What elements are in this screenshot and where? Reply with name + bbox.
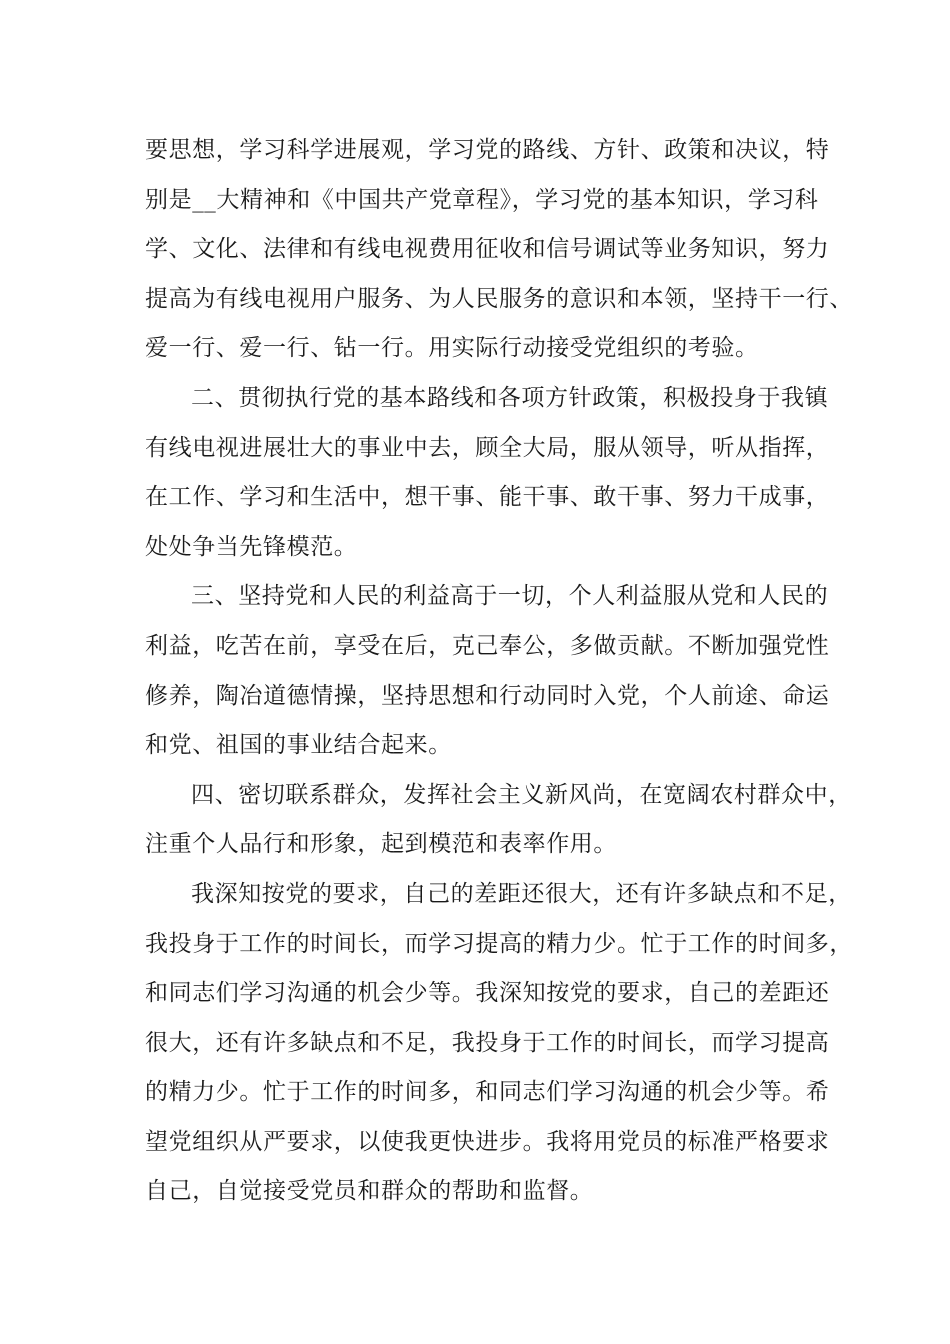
paragraph-point-three bbox=[145, 572, 830, 770]
text-line: 自己，自觉接受党员和群众的帮助和监督。 bbox=[145, 1178, 594, 1205]
text-line: 处处争当先锋模范。 bbox=[145, 533, 358, 560]
text-line: 我深知按党的要求，自己的差距还很大，还有许多缺点和不足， bbox=[191, 880, 852, 907]
text-line: 和党、祖国的事业结合起来。 bbox=[145, 732, 452, 759]
text-line: 爱一行、爱一行、钻一行。用实际行动接受党组织的考验。 bbox=[145, 335, 759, 362]
document-body bbox=[145, 126, 853, 1217]
text-line: 别是__大精神和《中国共产党章程》，学习党的基本知识，学习科 bbox=[145, 186, 819, 213]
text-line: 我投身于工作的时间长，而学习提高的精力少。忙于工作的时间多， bbox=[145, 930, 853, 957]
text-line: 利益，吃苦在前，享受在后，克己奉公，多做贡献。不断加强党性 bbox=[145, 632, 830, 659]
text-line: 和同志们学习沟通的机会少等。我深知按党的要求，自己的差距还 bbox=[145, 980, 830, 1007]
text-line: 要思想，学习科学进展观，学习党的路线、方针、政策和决议，特 bbox=[145, 137, 830, 163]
text-line: 三、坚持党和人民的利益高于一切，个人利益服从党和人民的 bbox=[191, 583, 829, 610]
text-line: 很大，还有许多缺点和不足，我投身于工作的时间长，而学习提高 bbox=[145, 1029, 830, 1056]
paragraph-point-two bbox=[145, 374, 830, 572]
text-line: 修养，陶冶道德情操，坚持思想和行动同时入党，个人前途、命运 bbox=[145, 682, 830, 709]
paragraph-self-assessment bbox=[145, 870, 853, 1217]
text-line: 二、贯彻执行党的基本路线和各项方针政策，积极投身于我镇 bbox=[191, 384, 829, 411]
text-line: 提高为有线电视用户服务、为人民服务的意识和本领，坚持干一行、 bbox=[145, 285, 853, 312]
paragraph-study-requirements bbox=[145, 126, 853, 374]
text-line: 望党组织从严要求，以使我更快进步。我将用党员的标准严格要求 bbox=[145, 1128, 830, 1155]
text-line: 的精力少。忙于工作的时间多，和同志们学习沟通的机会少等。希 bbox=[145, 1079, 830, 1106]
text-line: 有线电视进展壮大的事业中去，顾全大局，服从领导，听从指挥， bbox=[145, 434, 830, 461]
text-line: 在工作、学习和生活中，想干事、能干事、敢干事、努力干成事， bbox=[145, 484, 830, 511]
text-line: 注重个人品行和形象，起到模范和表率作用。 bbox=[145, 831, 617, 858]
text-line: 四、密切联系群众，发挥社会主义新风尚，在宽阔农村群众中， bbox=[191, 781, 852, 808]
paragraph-point-four bbox=[145, 771, 852, 870]
text-line: 学、文化、法律和有线电视费用征收和信号调试等业务知识，努力 bbox=[145, 236, 830, 263]
